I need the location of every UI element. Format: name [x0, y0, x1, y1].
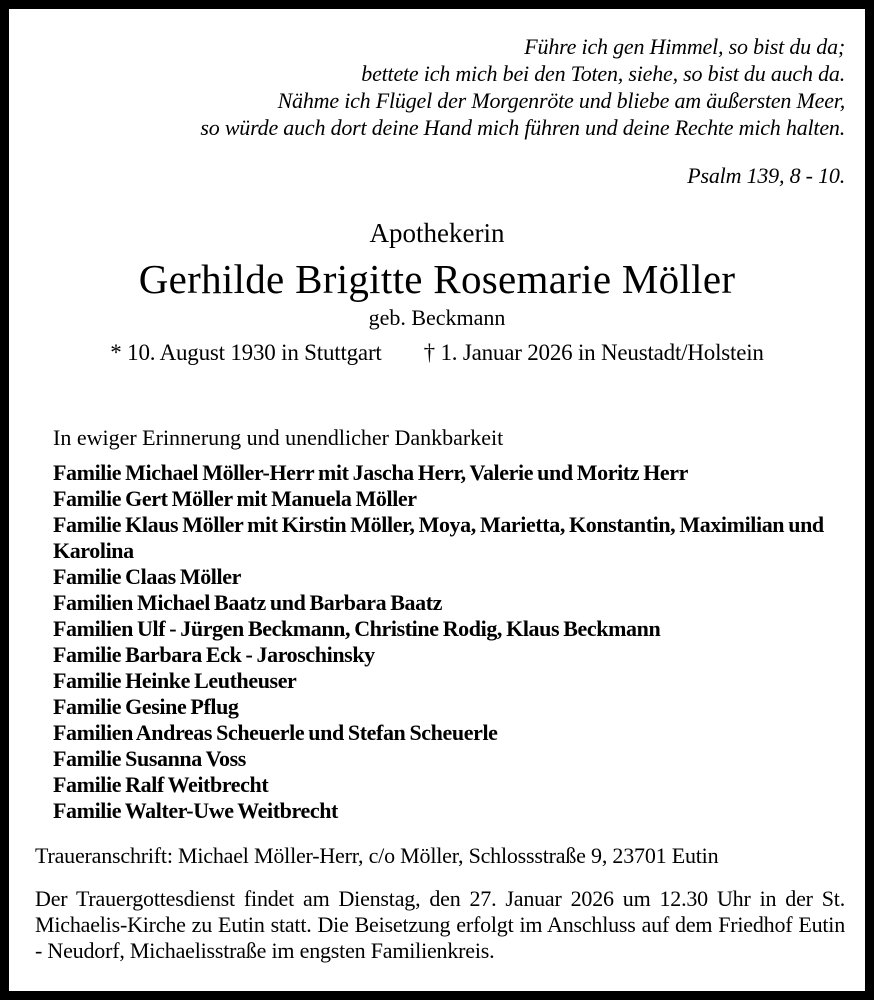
mourners-intro: In ewiger Erinnerung und unendlicher Dankbarkeit: [53, 425, 504, 450]
family-entry: Familie Michael Möller-Herr mit Jascha Herr, Valerie und Moritz Herr: [53, 460, 689, 485]
family-entry: Familien Ulf - Jürgen Beckmann, Christine Rodig, Klaus Beckmann: [53, 616, 661, 641]
family-entry: Familie Walter-Uwe Weitbrecht: [53, 798, 338, 823]
family-entry: Familie Susanna Voss: [53, 746, 246, 771]
family-list: [53, 460, 845, 824]
family-entry: Familie Ralf Weitbrecht: [53, 772, 269, 797]
family-entry: Familie Heinke Leutheuser: [53, 668, 297, 693]
deceased-profession: Apothekerin: [369, 218, 505, 248]
family-entry: Familie Klaus Möller mit Kirstin Möller, Moya, Marietta, Konstantin, Maximilian und Karolina: [53, 512, 824, 563]
mourners-section: [53, 424, 845, 824]
service-details: Der Trauergottesdienst findet am Dienstag, den 27. Januar 2026 um 12.30 Uhr in der St. Michaelis-Kirche zu Eutin statt. Die Beisetzung erfolgt im Anschluss auf dem Friedhof Eutin - Neudorf, Michaelisstraße im engsten Familienkreis.: [35, 886, 845, 963]
birth-date: * 10. August 1930 in Stuttgart: [110, 340, 382, 365]
psalm-quote-line: so würde auch dort deine Hand mich führen und deine Rechte mich halten.: [200, 115, 845, 140]
deceased-maiden-name: geb. Beckmann: [368, 305, 506, 330]
condolence-address: Traueranschrift: Michael Möller-Herr, c/o Möller, Schlossstraße 9, 23701 Eutin: [35, 843, 719, 868]
psalm-quote: [9, 33, 845, 189]
family-entry: Familien Andreas Scheuerle und Stefan Scheuerle: [53, 720, 498, 745]
family-entry: Familien Michael Baatz und Barbara Baatz: [53, 590, 443, 615]
psalm-quote-line: bettete ich mich bei den Toten, siehe, so bist du auch da.: [361, 61, 845, 86]
family-entry: Familie Barbara Eck - Jaroschinsky: [53, 642, 375, 667]
psalm-quote-line: Führe ich gen Himmel, so bist du da;: [524, 34, 845, 59]
family-entry: Familie Gesine Pflug: [53, 694, 239, 719]
family-entry: Familie Claas Möller: [53, 564, 241, 589]
life-dates: [9, 339, 865, 366]
psalm-quote-lines: [9, 33, 845, 141]
deceased-header: [9, 217, 865, 366]
psalm-attribution: Psalm 139, 8 - 10.: [687, 163, 845, 188]
family-entry: Familie Gert Möller mit Manuela Möller: [53, 486, 417, 511]
death-date: † 1. Januar 2026 in Neustadt/Holstein: [423, 340, 764, 365]
psalm-quote-line: Nähme ich Flügel der Morgenröte und bliebe am äußersten Meer,: [277, 88, 845, 113]
deceased-name: Gerhilde Brigitte Rosemarie Möller: [138, 256, 736, 302]
